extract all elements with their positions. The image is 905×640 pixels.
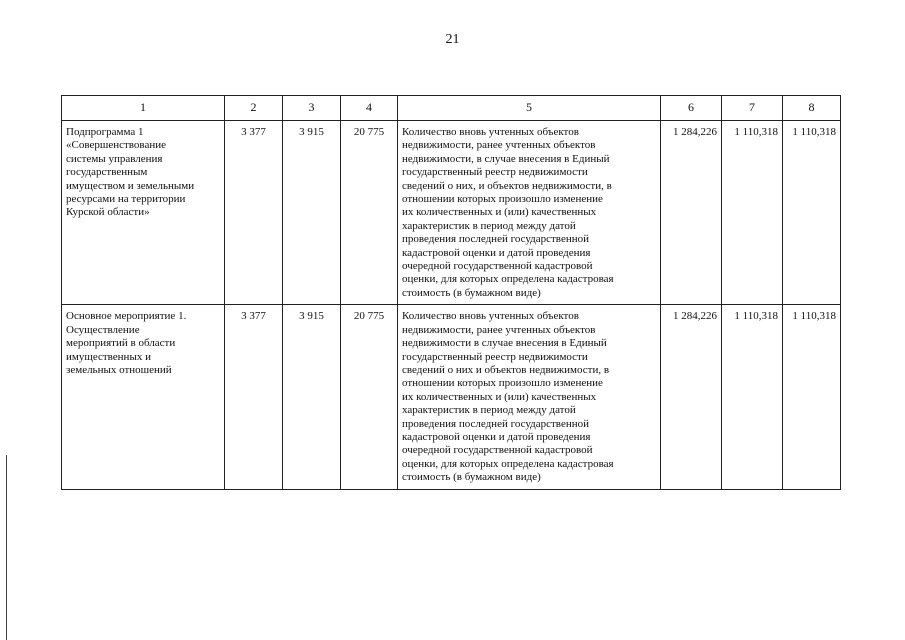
row-name-text: Основное мероприятие 1. Осуществление мероприятий в области имущественных и земельных отношений	[66, 310, 187, 376]
margin-line	[6, 455, 7, 640]
value-cell-col8: 1 110,318	[783, 305, 841, 489]
column-header-3: 3	[283, 96, 341, 121]
value-cell-col6: 1 284,226	[661, 121, 722, 305]
column-header-8: 8	[783, 96, 841, 121]
indicator-text: Количество вновь учтенных объектов недвижимости, ранее учтенных объектов недвижимости, в случае внесения в Единый государственный реестр недвижимости сведений о них, и объектов недвижимости, в отношении которых произошло изменение их количественных и (или) качественных характеристик в период между датой проведения последней государственной кадастровой оценки и датой проведения очередной государственной кадастровой оценки, для которых определена кадастровая стоимость (в бумажном виде)	[402, 126, 614, 299]
row-name-cell	[62, 121, 225, 305]
column-header-5: 5	[398, 96, 661, 121]
value-cell-col8: 1 110,318	[783, 121, 841, 305]
table-row	[62, 121, 841, 305]
value-cell-col3: 3 915	[283, 305, 341, 489]
value-cell-col3: 3 915	[283, 121, 341, 305]
value-cell-col7: 1 110,318	[722, 121, 783, 305]
value-cell-col2: 3 377	[225, 305, 283, 489]
row-name-text: Подпрограмма 1 «Совершенствование системы управления государственным имуществом и земельными ресурсами на территории Курской области»	[66, 126, 195, 219]
column-header-4: 4	[341, 96, 398, 121]
value-cell-col4: 20 775	[341, 305, 398, 489]
indicator-text: Количество вновь учтенных объектов недвижимости, ранее учтенных объектов недвижимости в случае внесения в Единый государственный реестр недвижимости сведений о них и объектов недвижимости, в отношении которых произошло изменение их количественных и (или) качественных характеристик в период между датой проведения последней государственной кадастровой оценки и датой проведения очередной государственной кадастровой оценки, для которых определена кадастровая стоимость (в бумажном виде)	[402, 310, 614, 484]
value-cell-col7: 1 110,318	[722, 305, 783, 489]
table-header-row	[62, 96, 841, 121]
table-row	[62, 305, 841, 489]
column-header-2: 2	[225, 96, 283, 121]
indicator-table	[61, 95, 841, 490]
value-cell-col6: 1 284,226	[661, 305, 722, 489]
column-header-6: 6	[661, 96, 722, 121]
value-cell-col2: 3 377	[225, 121, 283, 305]
column-header-1: 1	[62, 96, 225, 121]
row-name-cell	[62, 305, 225, 489]
value-cell-col4: 20 775	[341, 121, 398, 305]
page-number: 21	[445, 32, 460, 47]
indicator-cell	[398, 121, 661, 305]
indicator-cell	[398, 305, 661, 489]
column-header-7: 7	[722, 96, 783, 121]
